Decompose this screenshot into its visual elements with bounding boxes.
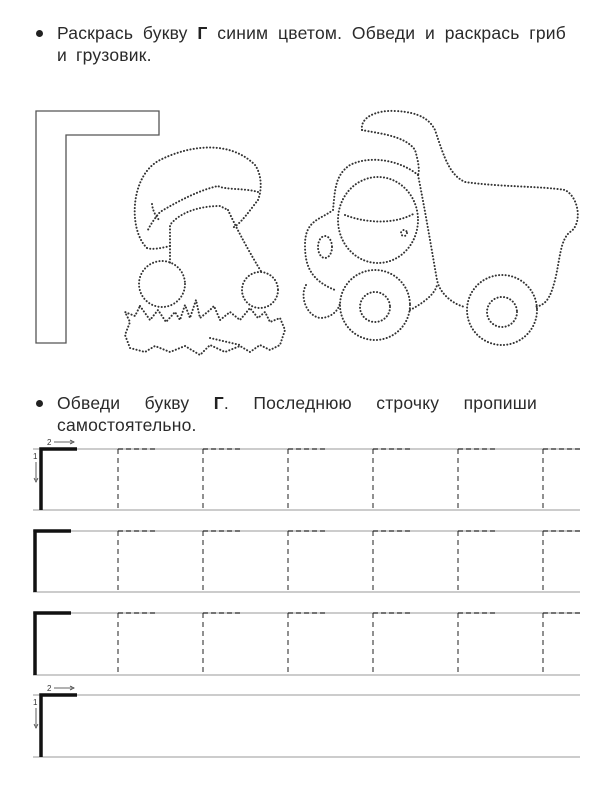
instruction-color-letter [36,22,566,66]
svg-text:2: 2 [47,684,52,693]
bullet-icon [36,400,43,407]
writing-row-3[interactable] [33,613,581,675]
target-letter: Г [197,23,208,43]
mushroom-drawing[interactable] [125,148,285,356]
writing-rows [0,430,608,770]
instruction-text: Раскрась букву Г синим цветом. Обведи и раскрась гриб и грузовик. [57,23,566,65]
truck-drawing[interactable] [304,111,578,345]
target-letter: Г [213,393,224,413]
illustration [0,95,608,375]
svg-text:1: 1 [33,698,38,707]
svg-text:1: 1 [33,452,38,461]
bullet-icon [36,30,43,37]
svg-text:2: 2 [47,438,52,447]
writing-row-4[interactable] [33,684,580,757]
letter-g-outline[interactable] [36,111,159,343]
writing-row-2[interactable] [33,531,581,592]
writing-row-1[interactable] [33,438,581,510]
instruction-text: Обведи букву Г. Последнюю строчку пропиши самостоятельно. [57,393,537,435]
